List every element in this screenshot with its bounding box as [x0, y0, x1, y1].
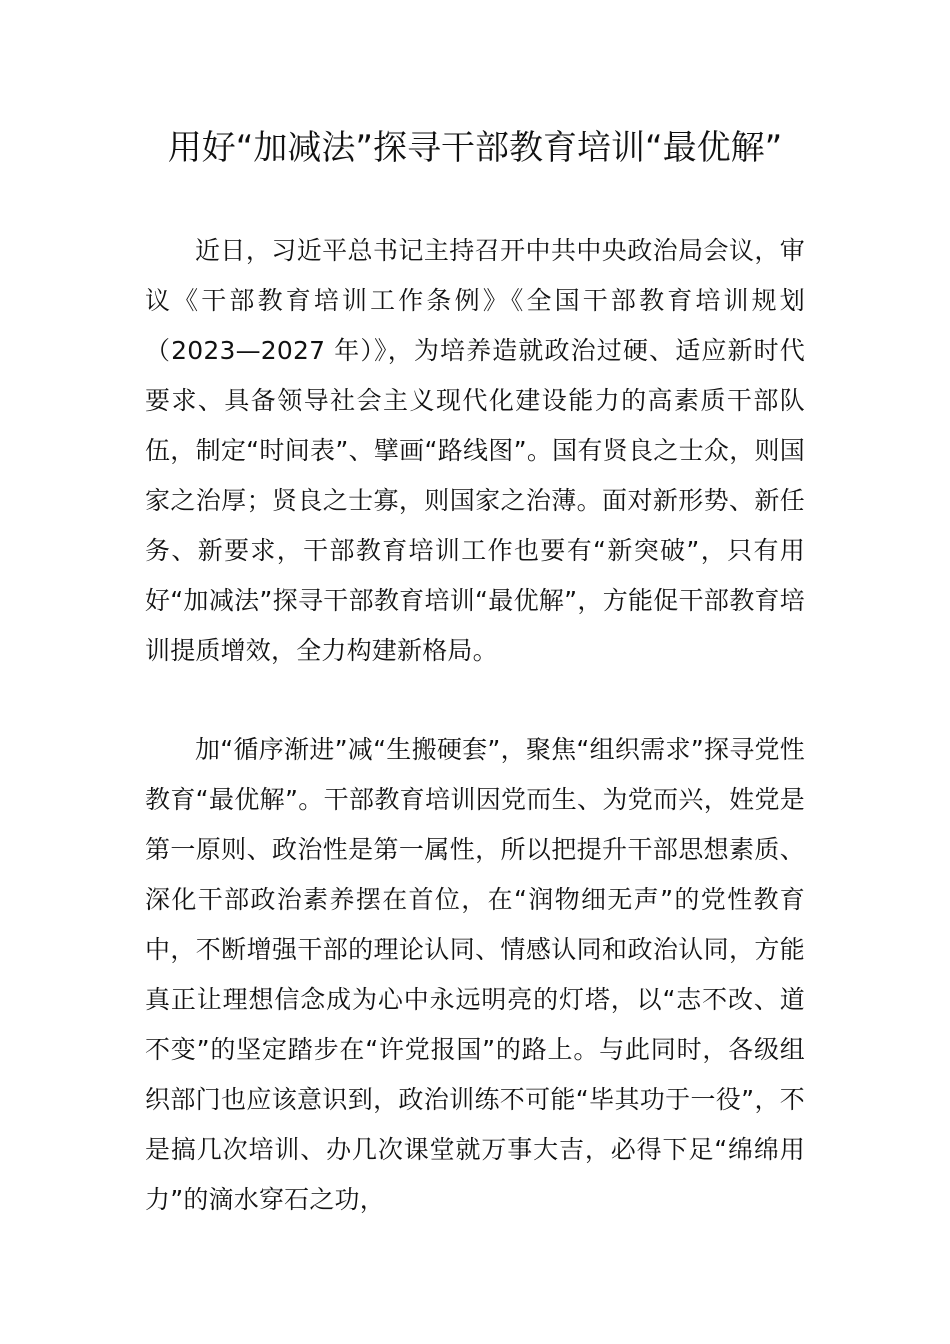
- document-title: 用好“加减法”探寻干部教育培训“最优解”: [167, 128, 783, 168]
- paragraph-2-container: [145, 725, 805, 1225]
- paragraph-2: 加“循序渐进”减“生搬硬套”，聚焦“组织需求”探寻党性教育“最优解”。干部教育培训因党而生、为党而兴，姓党是第一原则、政治性是第一属性，所以把提升干部思想素质、深化干部政治素养摆在首位，在“润物细无声”的党性教育中，不断增强干部的理论认同、情感认同和政治认同，方能真正让理想信念成为心中永远明亮的灯塔，以“志不改、道不变”的坚定踏步在“许党报国”的路上。与此同时，各级组织部门也应该意识到，政治训练不可能“毕其功于一役”，不是搞几次培训、办几次课堂就万事大吉，必得下足“绵绵用力”的滴水穿石之功，: [145, 735, 805, 1214]
- paragraph-1: 近日，习近平总书记主持召开中共中央政治局会议，审议《干部教育培训工作条例》《全国干部教育培训规划（2023—2027 年）》，为培养造就政治过硬、适应新时代要求、具备领导社会主义现代化建设能力的高素质干部队伍，制定“时间表”、擘画“路线图”。国有贤良之士众，则国家之治厚；贤良之士寡，则国家之治薄。面对新形势、新任务、新要求，干部教育培训工作也要有“新突破”，只有用好“加减法”探寻干部教育培训“最优解”，方能促干部教育培训提质增效，全力构建新格局。: [145, 236, 805, 665]
- paragraph-1-container: [145, 226, 805, 676]
